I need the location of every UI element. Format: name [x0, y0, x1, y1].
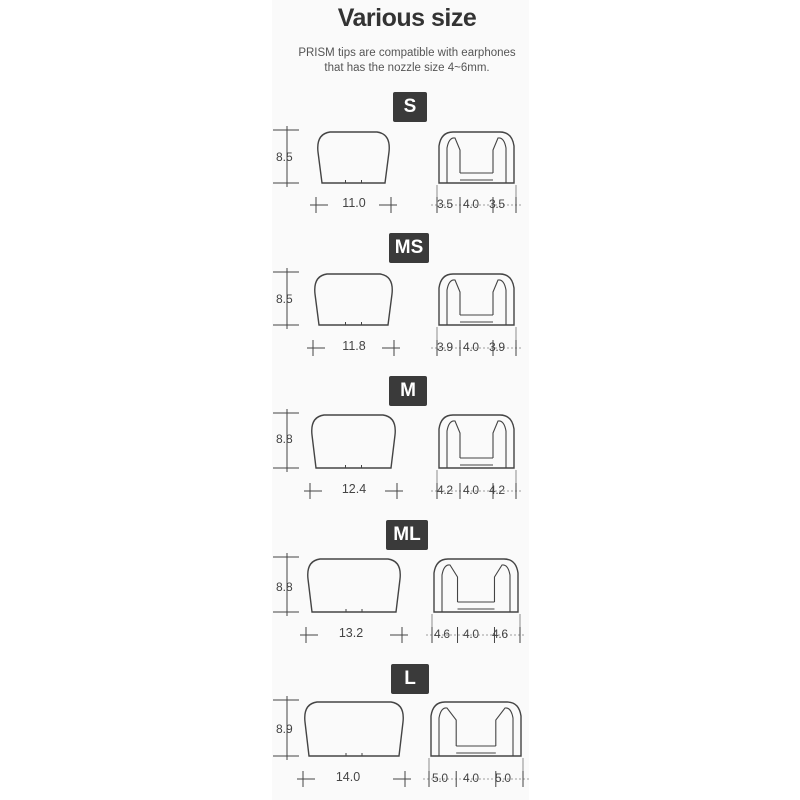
cross-left-m: 4.2	[437, 483, 453, 497]
cross-left-ms: 3.9	[437, 340, 453, 354]
tip-side-profile-ms	[315, 274, 393, 325]
tip-cross-inner-l	[439, 708, 513, 756]
cross-mid-l: 4.0	[463, 771, 479, 785]
subtitle-line-1: PRISM tips are compatible with earphones	[298, 47, 516, 59]
cross-mid-m: 4.0	[463, 483, 479, 497]
tip-side-profile-s	[318, 132, 390, 183]
size-badge-ml: ML	[386, 520, 428, 550]
height-label-ml: 8.8	[276, 580, 293, 594]
height-label-l: 8.9	[276, 722, 293, 736]
cross-left-ml: 4.6	[434, 627, 450, 641]
tip-cross-inner-ms	[447, 280, 506, 325]
tip-cross-inner-m	[447, 421, 506, 468]
cross-right-s: 3.5	[489, 197, 505, 211]
page-title: Various size	[337, 4, 477, 32]
tip-cross-section-ml	[434, 559, 518, 612]
width-label-m: 12.4	[341, 482, 367, 496]
tip-cross-section-l	[431, 702, 521, 756]
size-badge-m: M	[389, 376, 427, 406]
width-label-ms: 11.8	[342, 339, 366, 353]
width-label-s: 11.0	[342, 196, 366, 210]
height-label-m: 8.8	[276, 432, 293, 446]
cross-mid-ms: 4.0	[463, 340, 479, 354]
tip-side-profile-m	[312, 415, 396, 468]
cross-right-m: 4.2	[489, 483, 505, 497]
size-badge-l: L	[391, 664, 429, 694]
size-badge-s: S	[393, 92, 427, 122]
cross-left-s: 3.5	[437, 197, 453, 211]
tip-side-profile-l	[305, 702, 404, 756]
cross-right-ms: 3.9	[489, 340, 505, 354]
cross-right-ml: 4.6	[492, 627, 508, 641]
subtitle-line-2: that has the nozzle size 4~6mm.	[324, 62, 490, 74]
height-label-s: 8.5	[276, 150, 293, 164]
height-label-ms: 8.5	[276, 292, 293, 306]
width-label-l: 14.0	[335, 770, 361, 784]
cross-left-l: 5.0	[432, 771, 448, 785]
size-badge-ms: MS	[389, 233, 429, 263]
tip-cross-inner-ml	[442, 565, 510, 612]
cross-mid-s: 4.0	[463, 197, 479, 211]
cross-right-l: 5.0	[495, 771, 511, 785]
tip-side-profile-ml	[308, 559, 401, 612]
width-label-ml: 13.2	[338, 626, 364, 640]
cross-mid-ml: 4.0	[463, 627, 479, 641]
tip-cross-inner-s	[447, 138, 506, 183]
